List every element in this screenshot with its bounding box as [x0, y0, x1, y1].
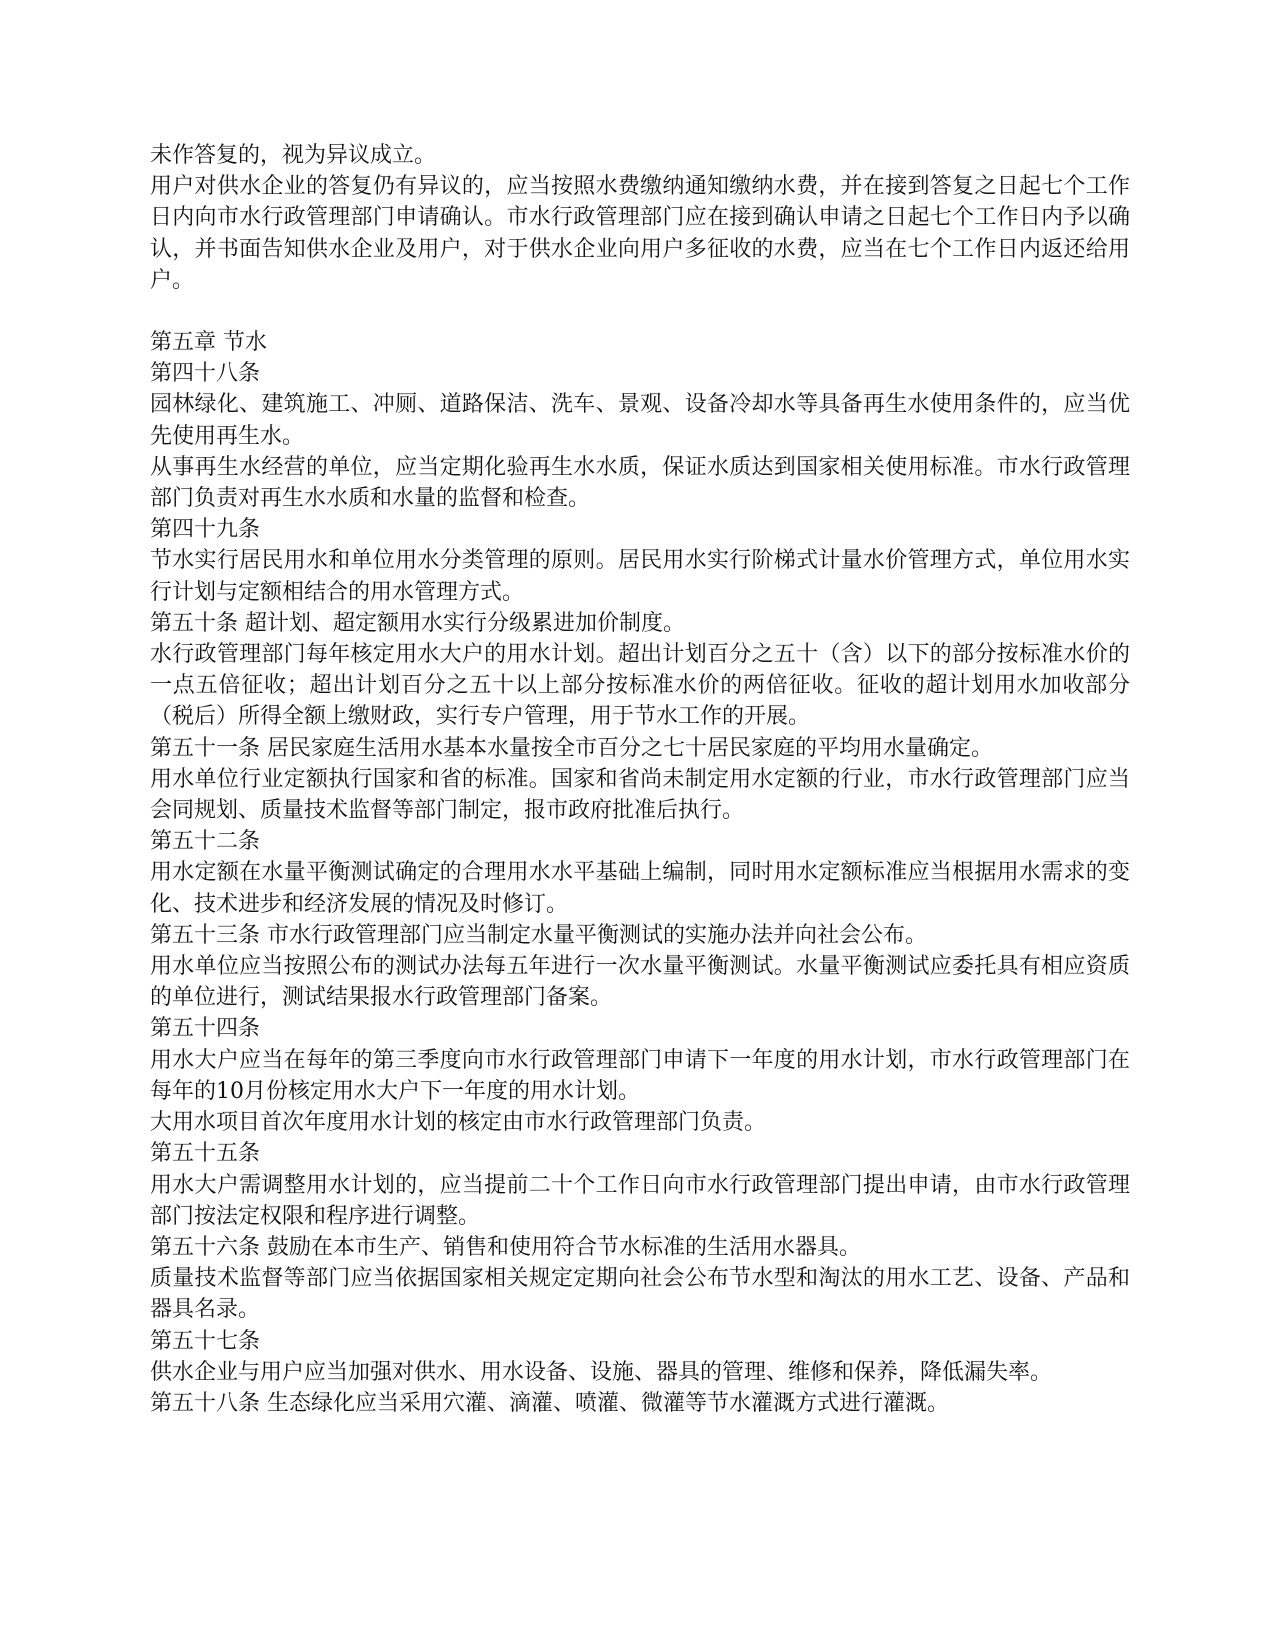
- article-heading: 第五十七条: [150, 1328, 261, 1354]
- paragraph: 用水大户需调整用水计划的，应当提前二十个工作日向市水行政管理部门提出申请，由市水行政管理部门按法定权限和程序进行调整。: [150, 1172, 1130, 1229]
- article-heading: 第五十四条: [150, 1016, 261, 1042]
- paragraph-gap: [150, 296, 1130, 327]
- article-heading: 第五十条 超计划、超定额用水实行分级累进加价制度。: [150, 610, 685, 636]
- article-heading: 第四十九条: [150, 517, 261, 543]
- paragraph: 用户对供水企业的答复仍有异议的，应当按照水费缴纳通知缴纳水费，并在接到答复之日起七个工作日内向市水行政管理部门申请确认。市水行政管理部门应在接到确认申请之日起七个工作日内予以确认，并书面告知供水企业及用户，对于供水企业向用户多征收的水费，应当在七个工作日内返还给用户。: [150, 174, 1130, 293]
- article-heading: 第四十八条: [150, 361, 261, 387]
- paragraph: 大用水项目首次年度用水计划的核定由市水行政管理部门负责。: [150, 1110, 767, 1136]
- article-heading: 第五十一条 居民家庭生活用水基本水量按全市百分之七十居民家庭的平均用水量确定。: [150, 735, 993, 761]
- paragraph: 用水定额在水量平衡测试确定的合理用水水平基础上编制，同时用水定额标准应当根据用水需求的变化、技术进步和经济发展的情况及时修订。: [150, 860, 1130, 917]
- paragraph: 用水大户应当在每年的第三季度向市水行政管理部门申请下一年度的用水计划，市水行政管理部门在每年的10月份核定用水大户下一年度的用水计划。: [150, 1047, 1130, 1104]
- paragraph: 供水企业与用户应当加强对供水、用水设备、设施、器具的管理、维修和保养，降低漏失率。: [150, 1359, 1053, 1385]
- paragraph: 水行政管理部门每年核定用水大户的用水计划。超出计划百分之五十（含）以下的部分按标准水价的一点五倍征收；超出计划百分之五十以上部分按标准水价的两倍征收。征收的超计划用水加收部分（税后）所得全额上缴财政，实行专户管理，用于节水工作的开展。: [150, 642, 1130, 730]
- article-heading: 第五十六条 鼓励在本市生产、销售和使用符合节水标准的生活用水器具。: [150, 1234, 861, 1260]
- paragraph: 从事再生水经营的单位，应当定期化验再生水水质，保证水质达到国家相关使用标准。市水行政管理部门负责对再生水水质和水量的监督和检查。: [150, 454, 1130, 512]
- document-page: [150, 140, 1130, 1419]
- paragraph: 用水单位应当按照公布的测试办法每五年进行一次水量平衡测试。水量平衡测试应委托具有相应资质的单位进行，测试结果报水行政管理部门备案。: [150, 954, 1130, 1011]
- article-heading: 第五十八条 生态绿化应当采用穴灌、滴灌、喷灌、微灌等节水灌溉方式进行灌溉。: [150, 1390, 949, 1416]
- article-heading: 第五十二条: [150, 829, 261, 855]
- chapter-heading: 第五章 节水: [150, 330, 267, 356]
- paragraph: 未作答复的，视为异议成立。: [150, 143, 437, 168]
- paragraph: 节水实行居民用水和单位用水分类管理的原则。居民用水实行阶梯式计量水价管理方式，单位用水实行计划与定额相结合的用水管理方式。: [150, 548, 1130, 605]
- article-heading: 第五十五条: [150, 1141, 261, 1167]
- article-heading: 第五十三条 市水行政管理部门应当制定水量平衡测试的实施办法并向社会公布。: [150, 922, 927, 948]
- paragraph: 园林绿化、建筑施工、冲厕、道路保洁、洗车、景观、设备冷却水等具备再生水使用条件的，应当优先使用再生水。: [150, 392, 1130, 449]
- paragraph: 用水单位行业定额执行国家和省的标准。国家和省尚未制定用水定额的行业，市水行政管理部门应当会同规划、质量技术监督等部门制定，报市政府批准后执行。: [150, 766, 1130, 824]
- paragraph: 质量技术监督等部门应当依据国家相关规定定期向社会公布节水型和淘汰的用水工艺、设备、产品和器具名录。: [150, 1266, 1130, 1323]
